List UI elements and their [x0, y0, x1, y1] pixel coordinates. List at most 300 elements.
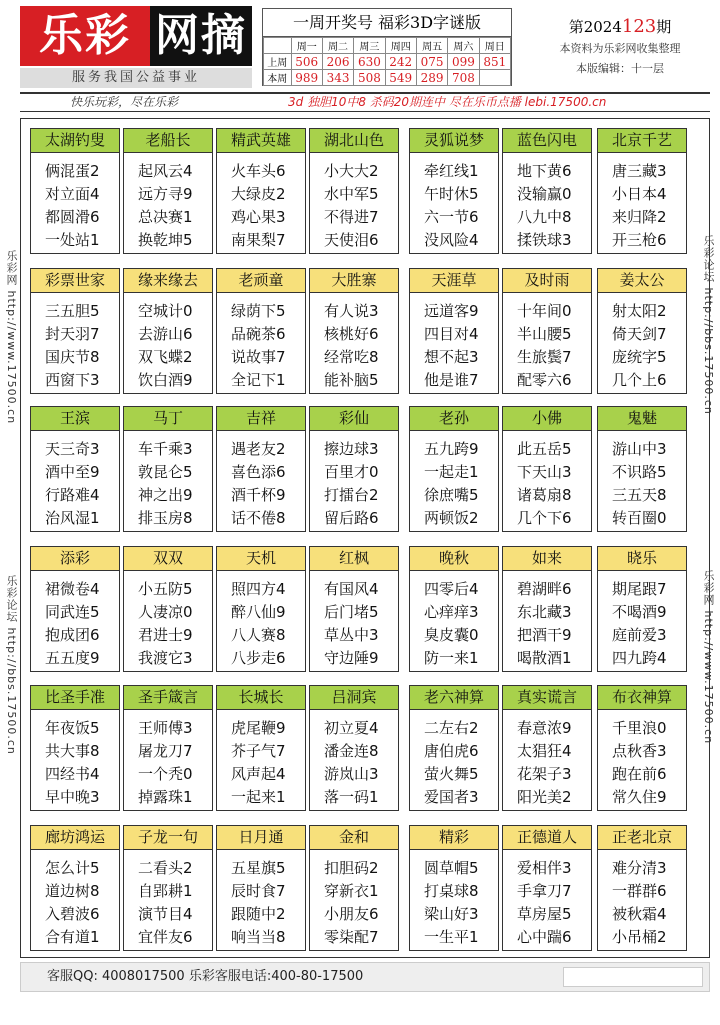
card-lines [124, 571, 212, 670]
card-line: 扣胆码2 [324, 859, 379, 877]
card-lines [410, 153, 498, 252]
last-week-label: 上周 [264, 54, 292, 70]
card-line: 游山中3 [612, 440, 667, 458]
card-lines [310, 850, 398, 949]
card-line: 经常吃8 [324, 348, 379, 366]
card-line: 一生平1 [424, 928, 479, 946]
card-line: 地下黄6 [517, 162, 572, 180]
card-line: 游岚山3 [324, 765, 379, 783]
card-lines [310, 571, 398, 670]
card-author: 晓乐 [598, 547, 686, 571]
side-text-left-bottom: 乐彩论坛 http://bbs.17500.cn [5, 575, 18, 755]
riddle-card [502, 268, 592, 394]
card-line: 喝散酒1 [517, 649, 572, 667]
footer-empty-box [563, 967, 703, 987]
riddle-card [123, 128, 213, 254]
last-week-number: 630 [354, 54, 385, 70]
card-line: 打擂台2 [324, 486, 379, 504]
card-line: 诸葛扇8 [517, 486, 572, 504]
card-line: 四零后4 [424, 580, 479, 598]
card-line: 他是谁7 [424, 371, 479, 389]
card-author: 圣手箴言 [124, 686, 212, 710]
card-line: 天三奇3 [45, 440, 100, 458]
card-line: 喜色添6 [231, 463, 286, 481]
logo [20, 6, 252, 66]
card-line: 饮白酒9 [138, 371, 193, 389]
card-author: 北京千艺 [598, 129, 686, 153]
card-line: 总决赛1 [138, 208, 193, 226]
card-line: 梁山好3 [424, 905, 479, 923]
weekly-draws-panel [262, 8, 512, 86]
card-lines [124, 850, 212, 949]
card-line: 生旅鬓7 [517, 348, 572, 366]
card-author: 正老北京 [598, 826, 686, 850]
card-line: 潘金连8 [324, 742, 379, 760]
card-line: 火车头6 [231, 162, 286, 180]
riddle-card [409, 546, 499, 672]
card-line: 车千乘3 [138, 440, 193, 458]
card-author: 如来 [503, 547, 591, 571]
last-week-number: 206 [322, 54, 353, 70]
card-line: 不得进7 [324, 208, 379, 226]
card-line: 一个秃0 [138, 765, 193, 783]
riddle-card [30, 268, 120, 394]
card-line: 千里浪0 [612, 719, 667, 737]
card-line: 演节目4 [138, 905, 193, 923]
riddle-card [216, 685, 306, 811]
card-author: 真实谎言 [503, 686, 591, 710]
card-author: 太湖钓叟 [31, 129, 119, 153]
card-line: 怎么计5 [45, 859, 100, 877]
card-line: 小吊桶2 [612, 928, 667, 946]
card-author: 廊坊鸿运 [31, 826, 119, 850]
riddle-card [502, 406, 592, 532]
footer [20, 962, 710, 992]
card-line: 道边树8 [45, 882, 100, 900]
riddle-card [216, 825, 306, 951]
card-author: 吉祥 [217, 407, 305, 431]
card-line: 八人赛8 [231, 626, 286, 644]
card-line: 早中晚3 [45, 788, 100, 806]
card-line: 对立面4 [45, 185, 100, 203]
riddle-card [30, 406, 120, 532]
card-line: 倚天剑7 [612, 325, 667, 343]
weekday-header: 周五 [416, 38, 447, 54]
side-text-left-top: 乐彩网 http://www.17500.cn [5, 250, 18, 425]
card-line: 小日本4 [612, 185, 667, 203]
card-lines [410, 850, 498, 949]
this-week-number: 289 [416, 70, 447, 86]
card-lines [410, 293, 498, 392]
card-line: 合有道1 [45, 928, 100, 946]
card-line: 期尾跟7 [612, 580, 667, 598]
card-line: 酒千杯9 [231, 486, 286, 504]
card-lines [598, 153, 686, 252]
card-line: 爱国者3 [424, 788, 479, 806]
riddle-card [409, 268, 499, 394]
card-line: 醉八仙9 [231, 603, 286, 621]
card-author: 及时雨 [503, 269, 591, 293]
card-line: 四目对4 [424, 325, 479, 343]
this-week-number: 549 [385, 70, 416, 86]
card-line: 常久住9 [612, 788, 667, 806]
card-author: 大胜寨 [310, 269, 398, 293]
card-author: 彩票世家 [31, 269, 119, 293]
card-line: 没风险4 [424, 231, 479, 249]
card-lines [503, 850, 591, 949]
card-author: 精彩 [410, 826, 498, 850]
card-lines [124, 431, 212, 530]
card-lines [31, 431, 119, 530]
slogan: 服务我国公益事业 [20, 68, 252, 88]
card-line: 三五胆5 [45, 302, 100, 320]
riddle-card [216, 128, 306, 254]
riddle-card [309, 825, 399, 951]
card-line: 难分清3 [612, 859, 667, 877]
card-line: 揉铁球3 [517, 231, 572, 249]
card-line: 来归降2 [612, 208, 667, 226]
card-author: 鬼魅 [598, 407, 686, 431]
card-line: 天使泪6 [324, 231, 379, 249]
card-line: 两顿饭2 [424, 509, 479, 527]
card-author: 老船长 [124, 129, 212, 153]
card-author: 布衣神算 [598, 686, 686, 710]
card-line: 一起来1 [231, 788, 286, 806]
card-author: 天机 [217, 547, 305, 571]
card-line: 十年间0 [517, 302, 572, 320]
card-line: 掉露珠1 [138, 788, 193, 806]
draws-title: 一周开奖号 福彩3D字谜版 [263, 9, 511, 37]
card-line: 四经书4 [45, 765, 100, 783]
card-line: 品碗茶6 [231, 325, 286, 343]
card-line: 唐三藏3 [612, 162, 667, 180]
card-line: 牵红线1 [424, 162, 479, 180]
card-line: 不喝酒9 [612, 603, 667, 621]
editor-note: 本版编辑：十一层 [576, 62, 664, 75]
riddle-card [502, 825, 592, 951]
card-line: 响当当8 [231, 928, 286, 946]
card-line: 太猖狂4 [517, 742, 572, 760]
source-note: 本资料为乐彩网收集整理 [559, 42, 681, 55]
card-line: 核桃好6 [324, 325, 379, 343]
card-line: 水中军5 [324, 185, 379, 203]
draws-table [263, 37, 511, 86]
card-line: 远道客9 [424, 302, 479, 320]
card-lines [503, 710, 591, 809]
card-line: 共大事8 [45, 742, 100, 760]
card-line: 去游山6 [138, 325, 193, 343]
card-lines [124, 293, 212, 392]
card-line: 芥子气7 [231, 742, 286, 760]
riddle-card [309, 268, 399, 394]
card-author: 比圣手准 [31, 686, 119, 710]
card-author: 精武英雄 [217, 129, 305, 153]
card-line: 一起走1 [424, 463, 479, 481]
card-line: 西窗下3 [45, 371, 100, 389]
card-lines [217, 153, 305, 252]
card-lines [217, 293, 305, 392]
card-line: 徐庶嘴5 [424, 486, 479, 504]
issue-num: 123 [621, 16, 657, 37]
card-lines [31, 153, 119, 252]
riddle-card [216, 268, 306, 394]
card-lines [217, 431, 305, 530]
card-line: 都圆滑6 [45, 208, 100, 226]
card-line: 自郢耕1 [138, 882, 193, 900]
card-author: 小佛 [503, 407, 591, 431]
riddle-card [123, 546, 213, 672]
card-line: 鸡心果3 [231, 208, 286, 226]
card-line: 入碧波6 [45, 905, 100, 923]
card-author: 老顽童 [217, 269, 305, 293]
card-line: 敦昆仑5 [138, 463, 193, 481]
card-line: 换乾坤5 [138, 231, 193, 249]
card-author: 日月通 [217, 826, 305, 850]
this-week-number: 989 [291, 70, 322, 86]
card-line: 配零六6 [517, 371, 572, 389]
riddle-card [123, 406, 213, 532]
card-line: 草房屋5 [517, 905, 572, 923]
card-lines [410, 571, 498, 670]
side-text-right-top: 乐彩论坛 http://bbs.17500.cn [702, 235, 715, 415]
card-lines [598, 571, 686, 670]
card-line: 后门堵5 [324, 603, 379, 621]
riddle-card [597, 825, 687, 951]
card-line: 六一节6 [424, 208, 479, 226]
riddle-card [30, 825, 120, 951]
card-line: 裙微卷4 [45, 580, 100, 598]
last-week-number: 506 [291, 54, 322, 70]
riddle-card [30, 128, 120, 254]
riddle-card [30, 685, 120, 811]
issue-prefix: 第2024 [568, 18, 622, 36]
card-line: 小大大2 [324, 162, 379, 180]
card-line: 三五天8 [612, 486, 667, 504]
card-line: 起风云4 [138, 162, 193, 180]
card-line: 王师傅3 [138, 719, 193, 737]
card-author: 马丁 [124, 407, 212, 431]
card-line: 跟随中2 [231, 905, 286, 923]
card-lines [124, 710, 212, 809]
card-line: 能补脑5 [324, 371, 379, 389]
card-line: 百里才0 [324, 463, 379, 481]
card-line: 有国风4 [324, 580, 379, 598]
card-line: 防一来1 [424, 649, 479, 667]
weekday-header: 周三 [354, 38, 385, 54]
card-line: 俩混蛋2 [45, 162, 100, 180]
card-line: 想不起3 [424, 348, 479, 366]
card-line: 庞统字5 [612, 348, 667, 366]
issue-number [525, 16, 715, 37]
card-line: 同武连5 [45, 603, 100, 621]
card-line: 二左右2 [424, 719, 479, 737]
card-author: 彩仙 [310, 407, 398, 431]
card-line: 说故事7 [231, 348, 286, 366]
card-line: 手拿刀7 [517, 882, 572, 900]
card-line: 跑在前6 [612, 765, 667, 783]
side-text-right-bottom: 乐彩网 http://www.17500.cn [702, 570, 715, 745]
card-line: 风声起4 [231, 765, 286, 783]
card-line: 点秋香3 [612, 742, 667, 760]
table-corner [264, 38, 292, 54]
card-line: 几个上6 [612, 371, 667, 389]
card-lines [217, 850, 305, 949]
card-author: 灵狐说梦 [410, 129, 498, 153]
riddle-card [309, 128, 399, 254]
card-author: 王滨 [31, 407, 119, 431]
card-author: 红枫 [310, 547, 398, 571]
riddle-card [123, 268, 213, 394]
card-line: 大绿皮2 [231, 185, 286, 203]
card-lines [310, 431, 398, 530]
riddle-card [502, 685, 592, 811]
card-line: 话不倦8 [231, 509, 286, 527]
card-line: 唐伯虎6 [424, 742, 479, 760]
card-line: 五九跨9 [424, 440, 479, 458]
card-author: 双双 [124, 547, 212, 571]
riddle-card [30, 546, 120, 672]
card-lines [410, 710, 498, 809]
card-author: 老六神算 [410, 686, 498, 710]
card-line: 酒中至9 [45, 463, 100, 481]
card-lines [598, 850, 686, 949]
card-line: 留后路6 [324, 509, 379, 527]
card-line: 爱相伴3 [517, 859, 572, 877]
card-lines [310, 153, 398, 252]
card-lines [217, 710, 305, 809]
card-line: 小五防5 [138, 580, 193, 598]
card-line: 打桌球8 [424, 882, 479, 900]
riddle-card [502, 546, 592, 672]
riddle-card [123, 825, 213, 951]
card-author: 添彩 [31, 547, 119, 571]
card-line: 守边陲9 [324, 649, 379, 667]
card-line: 射太阳2 [612, 302, 667, 320]
card-line: 行路难4 [45, 486, 100, 504]
card-line: 春意浓9 [517, 719, 572, 737]
card-line: 不识路5 [612, 463, 667, 481]
this-week-number: 508 [354, 70, 385, 86]
weekday-header: 周日 [479, 38, 510, 54]
footer-contact: 客服QQ: 4008017500 乐彩客服电话:400-80-17500 [47, 969, 364, 984]
riddle-card [309, 546, 399, 672]
card-line: 屠龙刀7 [138, 742, 193, 760]
card-line: 君进士9 [138, 626, 193, 644]
card-line: 人凄凉0 [138, 603, 193, 621]
card-lines [598, 710, 686, 809]
card-author: 子龙一句 [124, 826, 212, 850]
riddle-card [597, 406, 687, 532]
card-line: 穿新衣1 [324, 882, 379, 900]
card-line: 萤火舞5 [424, 765, 479, 783]
card-line: 二看头2 [138, 859, 193, 877]
card-line: 双飞蝶2 [138, 348, 193, 366]
card-line: 落一码1 [324, 788, 379, 806]
last-week-number: 242 [385, 54, 416, 70]
logo-red-text: 乐彩 [20, 6, 150, 66]
card-author: 正德道人 [503, 826, 591, 850]
card-line: 转百圈0 [612, 509, 667, 527]
card-line: 圆草帽5 [424, 859, 479, 877]
card-line: 下天山3 [517, 463, 572, 481]
card-author: 姜太公 [598, 269, 686, 293]
card-lines [310, 710, 398, 809]
card-lines [598, 293, 686, 392]
last-week-number: 851 [479, 54, 510, 70]
last-week-number: 075 [416, 54, 447, 70]
card-line: 宜伴友6 [138, 928, 193, 946]
card-lines [503, 293, 591, 392]
card-lines [503, 571, 591, 670]
card-line: 远方寻9 [138, 185, 193, 203]
riddle-card [216, 406, 306, 532]
riddle-card [409, 128, 499, 254]
card-line: 没输赢0 [517, 185, 572, 203]
card-line: 抱成团6 [45, 626, 100, 644]
card-line: 封天羽7 [45, 325, 100, 343]
promo-right[interactable]: 3d 独胆10中8 杀码20期连中 尽在乐币点播 lebi.17500.cn [288, 95, 607, 109]
card-line: 国庆节8 [45, 348, 100, 366]
card-line: 心痒痒3 [424, 603, 479, 621]
card-lines [503, 431, 591, 530]
card-line: 辰时食7 [231, 882, 286, 900]
card-author: 吕洞宾 [310, 686, 398, 710]
riddle-card [216, 546, 306, 672]
card-line: 八步走6 [231, 649, 286, 667]
card-line: 神之出9 [138, 486, 193, 504]
this-week-number [479, 70, 510, 86]
riddle-card [409, 685, 499, 811]
card-line: 碧湖畔6 [517, 580, 572, 598]
card-line: 排玉房8 [138, 509, 193, 527]
issue-info [525, 8, 715, 86]
card-author: 长城长 [217, 686, 305, 710]
card-lines [217, 571, 305, 670]
promo-bar [20, 92, 710, 112]
card-line: 臭皮囊0 [424, 626, 479, 644]
riddle-card [409, 406, 499, 532]
card-line: 虎尾鞭9 [231, 719, 286, 737]
card-author: 缘来缘去 [124, 269, 212, 293]
card-lines [31, 710, 119, 809]
card-author: 晚秋 [410, 547, 498, 571]
issue-suffix: 期 [656, 18, 672, 36]
card-lines [124, 153, 212, 252]
card-lines [598, 431, 686, 530]
card-line: 把酒干9 [517, 626, 572, 644]
card-line: 八九中8 [517, 208, 572, 226]
card-line: 零柒配7 [324, 928, 379, 946]
riddle-card [123, 685, 213, 811]
card-line: 照四方4 [231, 580, 286, 598]
card-lines [31, 571, 119, 670]
this-week-number: 343 [322, 70, 353, 86]
card-lines [503, 153, 591, 252]
card-line: 四九跨4 [612, 649, 667, 667]
card-line: 五星旗5 [231, 859, 286, 877]
card-line: 心中踹6 [517, 928, 572, 946]
card-line: 绿荫下5 [231, 302, 286, 320]
card-line: 庭前爱3 [612, 626, 667, 644]
card-line: 年夜饭5 [45, 719, 100, 737]
card-line: 花架子3 [517, 765, 572, 783]
riddle-card [597, 685, 687, 811]
card-line: 阳光美2 [517, 788, 572, 806]
card-line: 全记下1 [231, 371, 286, 389]
riddle-card [409, 825, 499, 951]
card-lines [310, 293, 398, 392]
card-lines [410, 431, 498, 530]
